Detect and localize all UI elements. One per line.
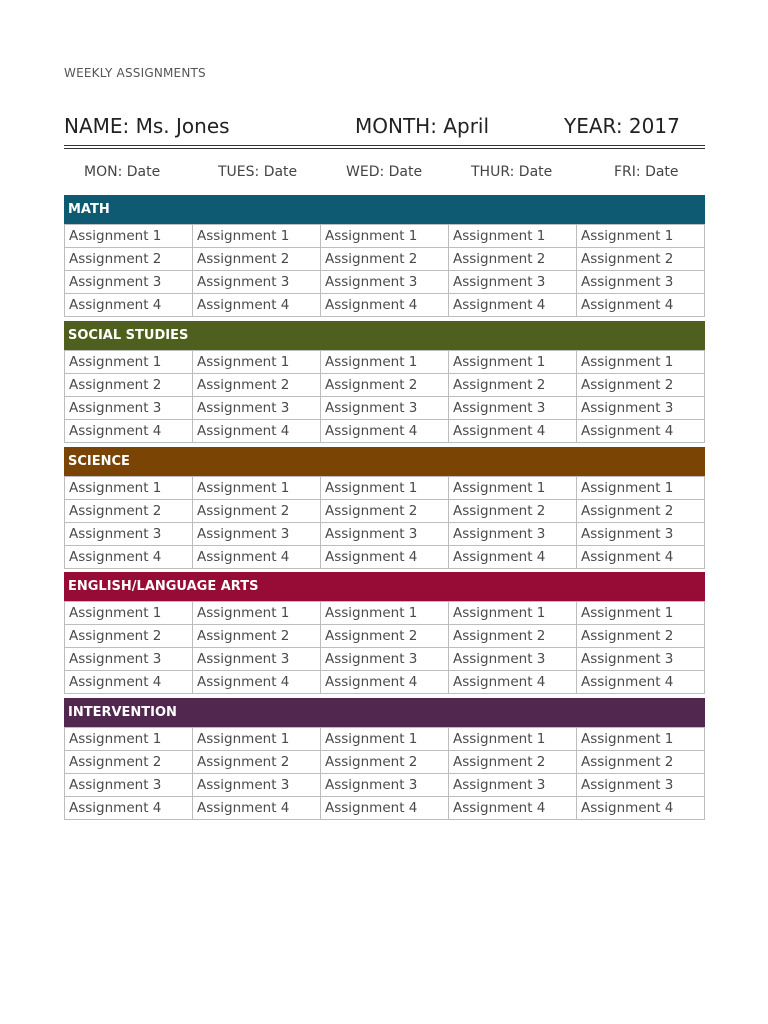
assignment-cell[interactable]: Assignment 1: [449, 602, 577, 625]
assignment-cell[interactable]: Assignment 2: [193, 248, 321, 271]
assignment-cell[interactable]: Assignment 4: [449, 420, 577, 443]
assignment-table: [64, 601, 705, 694]
day-header-wed: WED: Date: [346, 164, 423, 180]
header-rule-bottom: [64, 148, 705, 149]
day-header-mon: MON: Date: [84, 164, 161, 180]
assignment-cell[interactable]: Assignment 3: [321, 397, 449, 420]
section-header: SOCIAL STUDIES: [64, 321, 705, 350]
table-row: [65, 397, 705, 420]
assignment-cell[interactable]: Assignment 2: [449, 625, 577, 648]
assignment-cell[interactable]: Assignment 4: [577, 546, 705, 569]
assignment-cell[interactable]: Assignment 3: [321, 271, 449, 294]
assignment-cell[interactable]: Assignment 4: [65, 294, 193, 317]
assignment-cell[interactable]: Assignment 1: [577, 728, 705, 751]
assignment-cell[interactable]: Assignment 3: [449, 648, 577, 671]
assignment-cell[interactable]: Assignment 1: [577, 477, 705, 500]
assignment-cell[interactable]: Assignment 4: [449, 294, 577, 317]
assignment-table: [64, 727, 705, 820]
document-title: WEEKLY ASSIGNMENTS: [64, 66, 206, 80]
assignment-cell[interactable]: Assignment 4: [193, 546, 321, 569]
assignment-table: [64, 476, 705, 569]
assignment-cell[interactable]: Assignment 1: [321, 728, 449, 751]
assignment-cell[interactable]: Assignment 2: [449, 500, 577, 523]
assignment-cell[interactable]: Assignment 2: [65, 374, 193, 397]
assignment-cell[interactable]: Assignment 4: [321, 546, 449, 569]
table-row: [65, 648, 705, 671]
assignment-cell[interactable]: Assignment 4: [65, 797, 193, 820]
assignment-cell[interactable]: Assignment 1: [321, 351, 449, 374]
section-science: [64, 447, 705, 569]
table-row: [65, 477, 705, 500]
assignment-cell[interactable]: Assignment 1: [193, 477, 321, 500]
assignment-cell[interactable]: Assignment 3: [193, 774, 321, 797]
assignment-cell[interactable]: Assignment 4: [449, 797, 577, 820]
assignment-cell[interactable]: Assignment 1: [65, 728, 193, 751]
assignment-cell[interactable]: Assignment 2: [321, 374, 449, 397]
assignment-cell[interactable]: Assignment 1: [193, 728, 321, 751]
section-social-studies: [64, 321, 705, 443]
assignment-cell[interactable]: Assignment 4: [193, 420, 321, 443]
assignment-cell[interactable]: Assignment 2: [321, 248, 449, 271]
assignment-cell[interactable]: Assignment 1: [449, 728, 577, 751]
assignment-cell[interactable]: Assignment 1: [321, 602, 449, 625]
assignment-cell[interactable]: Assignment 2: [577, 751, 705, 774]
section-header: ENGLISH/LANGUAGE ARTS: [64, 572, 705, 601]
table-row: [65, 294, 705, 317]
assignment-table: [64, 224, 705, 317]
assignment-cell[interactable]: Assignment 3: [65, 648, 193, 671]
assignment-cell[interactable]: Assignment 2: [449, 751, 577, 774]
assignment-cell[interactable]: Assignment 4: [321, 420, 449, 443]
section-math: [64, 195, 705, 317]
assignment-cell[interactable]: Assignment 3: [65, 774, 193, 797]
table-row: [65, 797, 705, 820]
assignment-cell[interactable]: Assignment 3: [577, 271, 705, 294]
table-row: [65, 374, 705, 397]
section-header: SCIENCE: [64, 447, 705, 476]
assignment-cell[interactable]: Assignment 1: [449, 225, 577, 248]
table-row: [65, 602, 705, 625]
assignment-cell[interactable]: Assignment 3: [577, 774, 705, 797]
section-header: MATH: [64, 195, 705, 224]
assignment-cell[interactable]: Assignment 1: [193, 602, 321, 625]
assignment-cell[interactable]: Assignment 4: [193, 294, 321, 317]
assignment-cell[interactable]: Assignment 2: [193, 374, 321, 397]
assignment-cell[interactable]: Assignment 3: [577, 648, 705, 671]
assignment-cell[interactable]: Assignment 1: [449, 351, 577, 374]
table-row: [65, 271, 705, 294]
assignment-cell[interactable]: Assignment 1: [321, 225, 449, 248]
assignment-cell[interactable]: Assignment 2: [577, 374, 705, 397]
table-row: [65, 351, 705, 374]
table-row: [65, 774, 705, 797]
assignment-cell[interactable]: Assignment 2: [65, 751, 193, 774]
year-field: YEAR: 2017: [564, 114, 680, 138]
assignment-cell[interactable]: Assignment 3: [193, 271, 321, 294]
assignment-cell[interactable]: Assignment 1: [321, 477, 449, 500]
assignment-cell[interactable]: Assignment 4: [577, 420, 705, 443]
assignment-cell[interactable]: Assignment 4: [321, 294, 449, 317]
assignment-cell[interactable]: Assignment 3: [449, 271, 577, 294]
assignment-cell[interactable]: Assignment 2: [577, 248, 705, 271]
assignment-cell[interactable]: Assignment 1: [193, 225, 321, 248]
header-line: [64, 114, 705, 142]
table-row: [65, 728, 705, 751]
assignment-cell[interactable]: Assignment 1: [577, 225, 705, 248]
table-row: [65, 225, 705, 248]
assignment-cell[interactable]: Assignment 2: [577, 500, 705, 523]
assignment-cell[interactable]: Assignment 4: [321, 797, 449, 820]
section-english-language-arts: [64, 572, 705, 694]
assignment-cell[interactable]: Assignment 4: [577, 797, 705, 820]
assignment-cell[interactable]: Assignment 3: [65, 397, 193, 420]
assignment-cell[interactable]: Assignment 1: [65, 602, 193, 625]
assignment-cell[interactable]: Assignment 3: [449, 523, 577, 546]
assignment-cell[interactable]: Assignment 4: [449, 546, 577, 569]
assignment-cell[interactable]: Assignment 3: [321, 648, 449, 671]
table-row: [65, 671, 705, 694]
assignment-cell[interactable]: Assignment 3: [321, 523, 449, 546]
assignment-cell[interactable]: Assignment 2: [321, 500, 449, 523]
name-field: NAME: Ms. Jones: [64, 114, 230, 138]
assignment-cell[interactable]: Assignment 4: [577, 294, 705, 317]
assignment-cell[interactable]: Assignment 2: [449, 374, 577, 397]
section-intervention: [64, 698, 705, 820]
assignment-cell[interactable]: Assignment 3: [65, 523, 193, 546]
assignment-cell[interactable]: Assignment 2: [65, 625, 193, 648]
assignment-cell[interactable]: Assignment 3: [193, 523, 321, 546]
day-header-fri: FRI: Date: [614, 164, 679, 180]
assignment-cell[interactable]: Assignment 3: [65, 271, 193, 294]
assignment-cell[interactable]: Assignment 2: [65, 500, 193, 523]
month-field: MONTH: April: [355, 114, 490, 138]
assignment-cell[interactable]: Assignment 3: [577, 397, 705, 420]
assignment-cell[interactable]: Assignment 3: [577, 523, 705, 546]
header-rule-top: [64, 145, 705, 146]
table-row: [65, 500, 705, 523]
assignment-cell[interactable]: Assignment 4: [65, 546, 193, 569]
assignment-cell[interactable]: Assignment 1: [193, 351, 321, 374]
assignment-cell[interactable]: Assignment 4: [65, 420, 193, 443]
assignment-cell[interactable]: Assignment 2: [193, 751, 321, 774]
assignment-cell[interactable]: Assignment 1: [65, 351, 193, 374]
table-row: [65, 420, 705, 443]
assignment-cell[interactable]: Assignment 4: [321, 671, 449, 694]
assignment-cell[interactable]: Assignment 3: [321, 774, 449, 797]
assignment-cell[interactable]: Assignment 4: [577, 671, 705, 694]
assignment-table: [64, 350, 705, 443]
assignment-cell[interactable]: Assignment 4: [65, 671, 193, 694]
assignment-cell[interactable]: Assignment 3: [193, 648, 321, 671]
assignment-cell[interactable]: Assignment 1: [65, 477, 193, 500]
assignment-cell[interactable]: Assignment 1: [577, 351, 705, 374]
assignment-cell[interactable]: Assignment 1: [449, 477, 577, 500]
assignment-cell[interactable]: Assignment 4: [193, 797, 321, 820]
table-row: [65, 248, 705, 271]
section-header: INTERVENTION: [64, 698, 705, 727]
assignment-cell[interactable]: Assignment 1: [65, 225, 193, 248]
assignment-cell[interactable]: Assignment 2: [193, 625, 321, 648]
assignment-cell[interactable]: Assignment 4: [193, 671, 321, 694]
assignment-cell[interactable]: Assignment 3: [449, 774, 577, 797]
day-header-tues: TUES: Date: [218, 164, 298, 180]
assignment-cell[interactable]: Assignment 2: [321, 751, 449, 774]
assignment-cell[interactable]: Assignment 4: [449, 671, 577, 694]
assignment-cell[interactable]: Assignment 2: [193, 500, 321, 523]
table-row: [65, 546, 705, 569]
table-row: [65, 625, 705, 648]
assignment-cell[interactable]: Assignment 3: [193, 397, 321, 420]
assignment-cell[interactable]: Assignment 3: [449, 397, 577, 420]
table-row: [65, 523, 705, 546]
assignment-cell[interactable]: Assignment 2: [449, 248, 577, 271]
table-row: [65, 751, 705, 774]
assignment-cell[interactable]: Assignment 2: [577, 625, 705, 648]
day-header-thur: THUR: Date: [471, 164, 553, 180]
assignment-cell[interactable]: Assignment 1: [577, 602, 705, 625]
day-headers: [64, 164, 705, 182]
assignment-cell[interactable]: Assignment 2: [65, 248, 193, 271]
assignment-cell[interactable]: Assignment 2: [321, 625, 449, 648]
